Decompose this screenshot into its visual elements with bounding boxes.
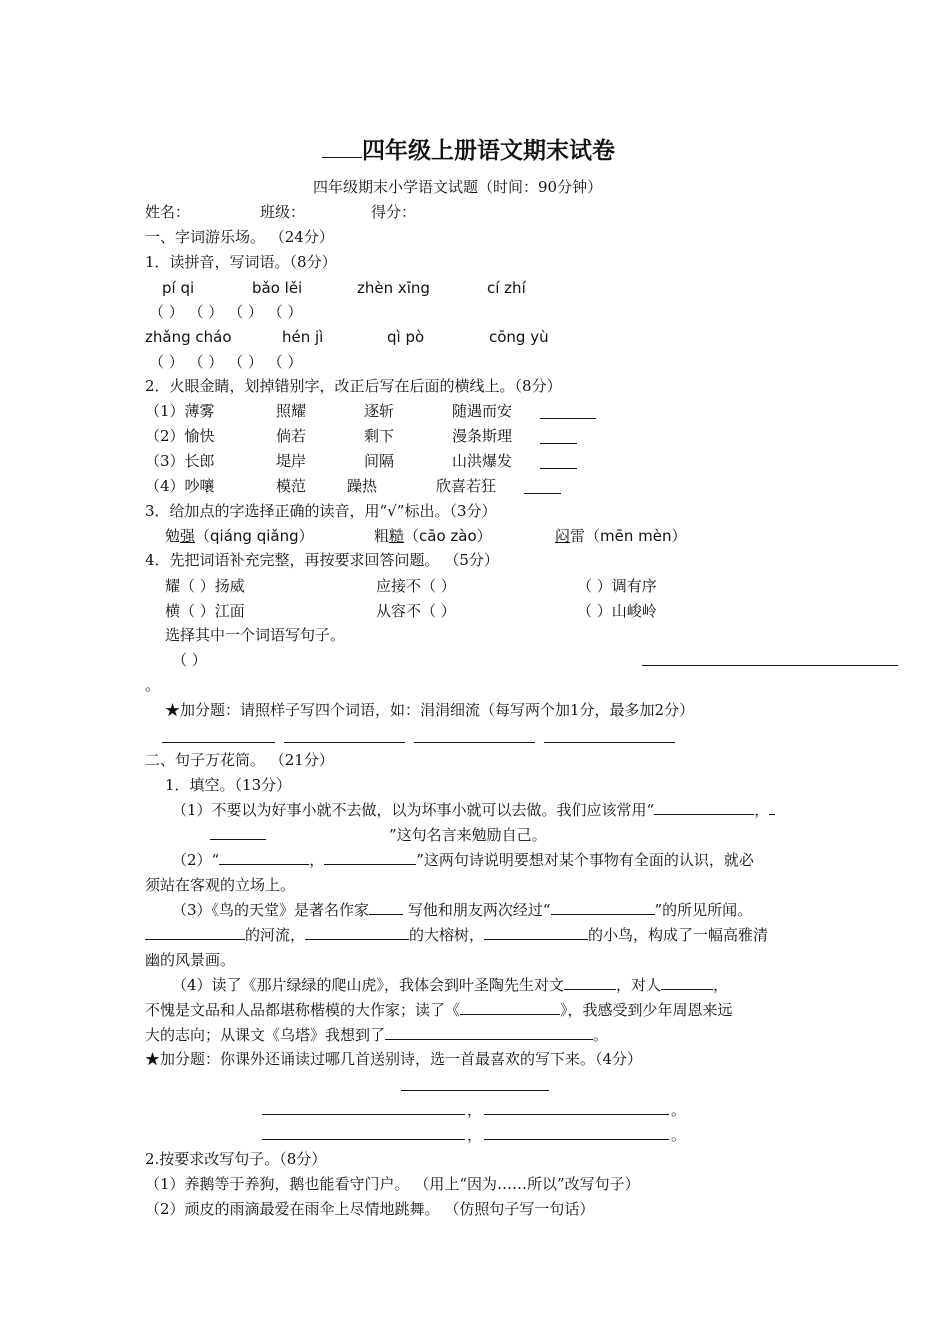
bonus1-line[interactable] — [544, 742, 675, 743]
pinyin-item: pí qi — [162, 279, 195, 297]
q2-word: 随遇而安 — [452, 402, 513, 420]
fill-blank[interactable] — [145, 925, 245, 940]
fill-3: （3）《鸟的天堂》是著名作家 写他和朋友两次经过“ ”的所见所闻。 — [172, 901, 753, 919]
answer-parens[interactable]: （ ） （ ） （ ） （ ） — [149, 303, 303, 321]
poem-line[interactable] — [484, 1114, 669, 1115]
q2-word: 堤岸 — [276, 452, 307, 470]
pinyin-item: zhèn xīng — [357, 279, 430, 297]
q4-sentence-line[interactable] — [642, 665, 898, 666]
pinyin-item: hén jì — [282, 328, 324, 346]
poem-line[interactable] — [484, 1139, 669, 1140]
bonus1-line[interactable] — [414, 742, 535, 743]
q3-item: 勉强（qiáng qiǎng） — [165, 527, 314, 545]
fill-3-cont: 的河流， 的大榕树， 的小鸟，构成了一幅高雅清 — [145, 925, 768, 945]
q2-word: 欣喜若狂 — [436, 477, 497, 495]
period: 。 — [671, 1126, 687, 1144]
pinyin-item: cí zhí — [487, 279, 526, 297]
fill-blank[interactable] — [564, 975, 616, 990]
fill-blank[interactable] — [385, 1025, 593, 1040]
q2-answer-line[interactable] — [524, 493, 561, 494]
q2-word: 照耀 — [276, 402, 307, 420]
q4-heading: 4．先把词语补充完整，再按要求回答问题。 （5分） — [145, 551, 499, 569]
fill-1-cont: ”这句名言来勉励自己。 — [210, 825, 547, 845]
rewrite-1: （1）养鹅等于养狗，鹅也能看守门户。 （用上“因为……所以”改写句子） — [145, 1175, 640, 1193]
q4-item[interactable]: 横（ ）江面 — [165, 602, 245, 620]
s2-q1-heading: 1．填空。（13分） — [165, 776, 292, 794]
q2-word: （1）薄雾 — [145, 402, 215, 420]
subtitle: 四年级期末小学语文试题（时间：90分钟） — [313, 178, 603, 196]
bonus1-line[interactable] — [284, 742, 405, 743]
pinyin-item: bǎo lěi — [252, 279, 303, 297]
poem-line[interactable] — [262, 1114, 465, 1115]
page-title: 四年级上册语文期末试卷 — [322, 133, 615, 166]
q2-word: 间隔 — [364, 452, 395, 470]
name-label: 姓名： — [145, 203, 191, 221]
q2-answer-line[interactable] — [540, 468, 577, 469]
fill-blank[interactable] — [654, 800, 754, 815]
q2-word: 模范 — [276, 477, 307, 495]
fill-blank[interactable] — [210, 825, 266, 840]
poem-line[interactable] — [262, 1139, 465, 1140]
q2-answer-line[interactable] — [540, 443, 577, 444]
answer-parens[interactable]: （ ） （ ） （ ） （ ） — [149, 353, 303, 371]
fill-blank[interactable] — [551, 900, 655, 915]
fill-blank[interactable] — [661, 975, 713, 990]
score-label: 得分： — [371, 203, 417, 221]
q2-word: 漫条斯理 — [452, 427, 513, 445]
q4-paren[interactable]: （ ） — [172, 651, 207, 669]
class-label: 班级： — [260, 203, 306, 221]
q2-word: （4）吵嚷 — [145, 477, 215, 495]
fill-4-end: 大的志向；从课文《乌塔》我想到了 。 — [145, 1026, 609, 1044]
q4-item[interactable]: 耀（ ）扬威 — [165, 577, 245, 595]
rewrite-2: （2）顽皮的雨滴最爱在雨伞上尽情地跳舞。 （仿照句子写一句话） — [145, 1200, 595, 1218]
pinyin-item: qì pò — [387, 328, 425, 346]
poem-title-line[interactable] — [401, 1090, 549, 1091]
fill-1: （1）不要以为好事小就不去做，以为坏事小就可以去做。我们应该常用“ ， — [172, 800, 775, 820]
bonus1: ★加分题：请照样子写四个词语，如：涓涓细流（每写两个加1分，最多加2分） — [165, 701, 695, 719]
q3-item: 闷雷（mēn mèn） — [555, 527, 687, 545]
q4-item[interactable]: （ ）山峻岭 — [577, 602, 657, 620]
q2-word: （2）愉快 — [145, 427, 215, 445]
q3-heading: 3．给加点的字选择正确的读音，用“√”标出。（3分） — [145, 502, 497, 520]
fill-4-cont: 不愧是文品和人品都堪称楷模的大作家；读了《 》，我感受到少年周恩来远 — [145, 1001, 733, 1019]
pinyin-item: zhǎng cháo — [145, 328, 232, 346]
q2-answer-line[interactable] — [540, 418, 596, 419]
q4-item[interactable]: 从容不（ ） — [376, 602, 456, 620]
title-blank[interactable] — [322, 133, 362, 158]
fill-blank[interactable] — [324, 850, 416, 865]
q2-word: 躁热 — [347, 477, 378, 495]
fill-blank[interactable] — [305, 925, 409, 940]
q4-sentence-prompt: 选择其中一个词语写句子。 — [165, 626, 346, 644]
comma: ， — [467, 1101, 483, 1119]
period: 。 — [671, 1101, 687, 1119]
s2-q2-heading: 2.按要求改写句子。（8分） — [145, 1150, 327, 1168]
fill-2: （2）“ ， ”这两句诗说明要想对某个事物有全面的认识，就必 — [172, 851, 754, 869]
q3-item: 粗糙（cāo zào） — [374, 527, 492, 545]
period: 。 — [145, 676, 161, 694]
q2-heading: 2．火眼金睛，划掉错别字，改正后写在后面的横线上。（8分） — [145, 377, 562, 395]
fill-blank[interactable] — [219, 850, 309, 865]
bonus2: ★加分题：你课外还诵读过哪几首送别诗，选一首最喜欢的写下来。（4分） — [145, 1050, 643, 1068]
q2-word: 山洪爆发 — [452, 452, 513, 470]
section1-heading: 一、字词游乐场。 （24分） — [145, 228, 334, 246]
q2-word: 剩下 — [364, 427, 395, 445]
fill-blank[interactable] — [769, 800, 775, 815]
q2-word: 倘若 — [276, 427, 307, 445]
comma: ， — [467, 1126, 483, 1144]
q2-word: 逐斩 — [364, 402, 395, 420]
fill-blank[interactable] — [460, 1000, 560, 1015]
fill-blank[interactable] — [369, 900, 403, 915]
fill-blank[interactable] — [484, 925, 588, 940]
q4-item[interactable]: （ ）调有序 — [577, 577, 657, 595]
q1-heading: 1．读拼音，写词语。（8分） — [145, 253, 337, 271]
fill-3-end: 幽的风景画。 — [145, 951, 236, 969]
fill-4: （4）读了《那片绿绿的爬山虎》，我体会到叶圣陶先生对文 ，对人 ， — [172, 976, 729, 994]
section2-heading: 二、句子万花筒。 （21分） — [145, 751, 334, 769]
fill-2-cont: 须站在客观的立场上。 — [145, 876, 296, 894]
pinyin-item: cōng yù — [489, 328, 549, 346]
q2-word: （3）长郎 — [145, 452, 215, 470]
bonus1-line[interactable] — [162, 742, 275, 743]
q4-item[interactable]: 应接不（ ） — [376, 577, 456, 595]
